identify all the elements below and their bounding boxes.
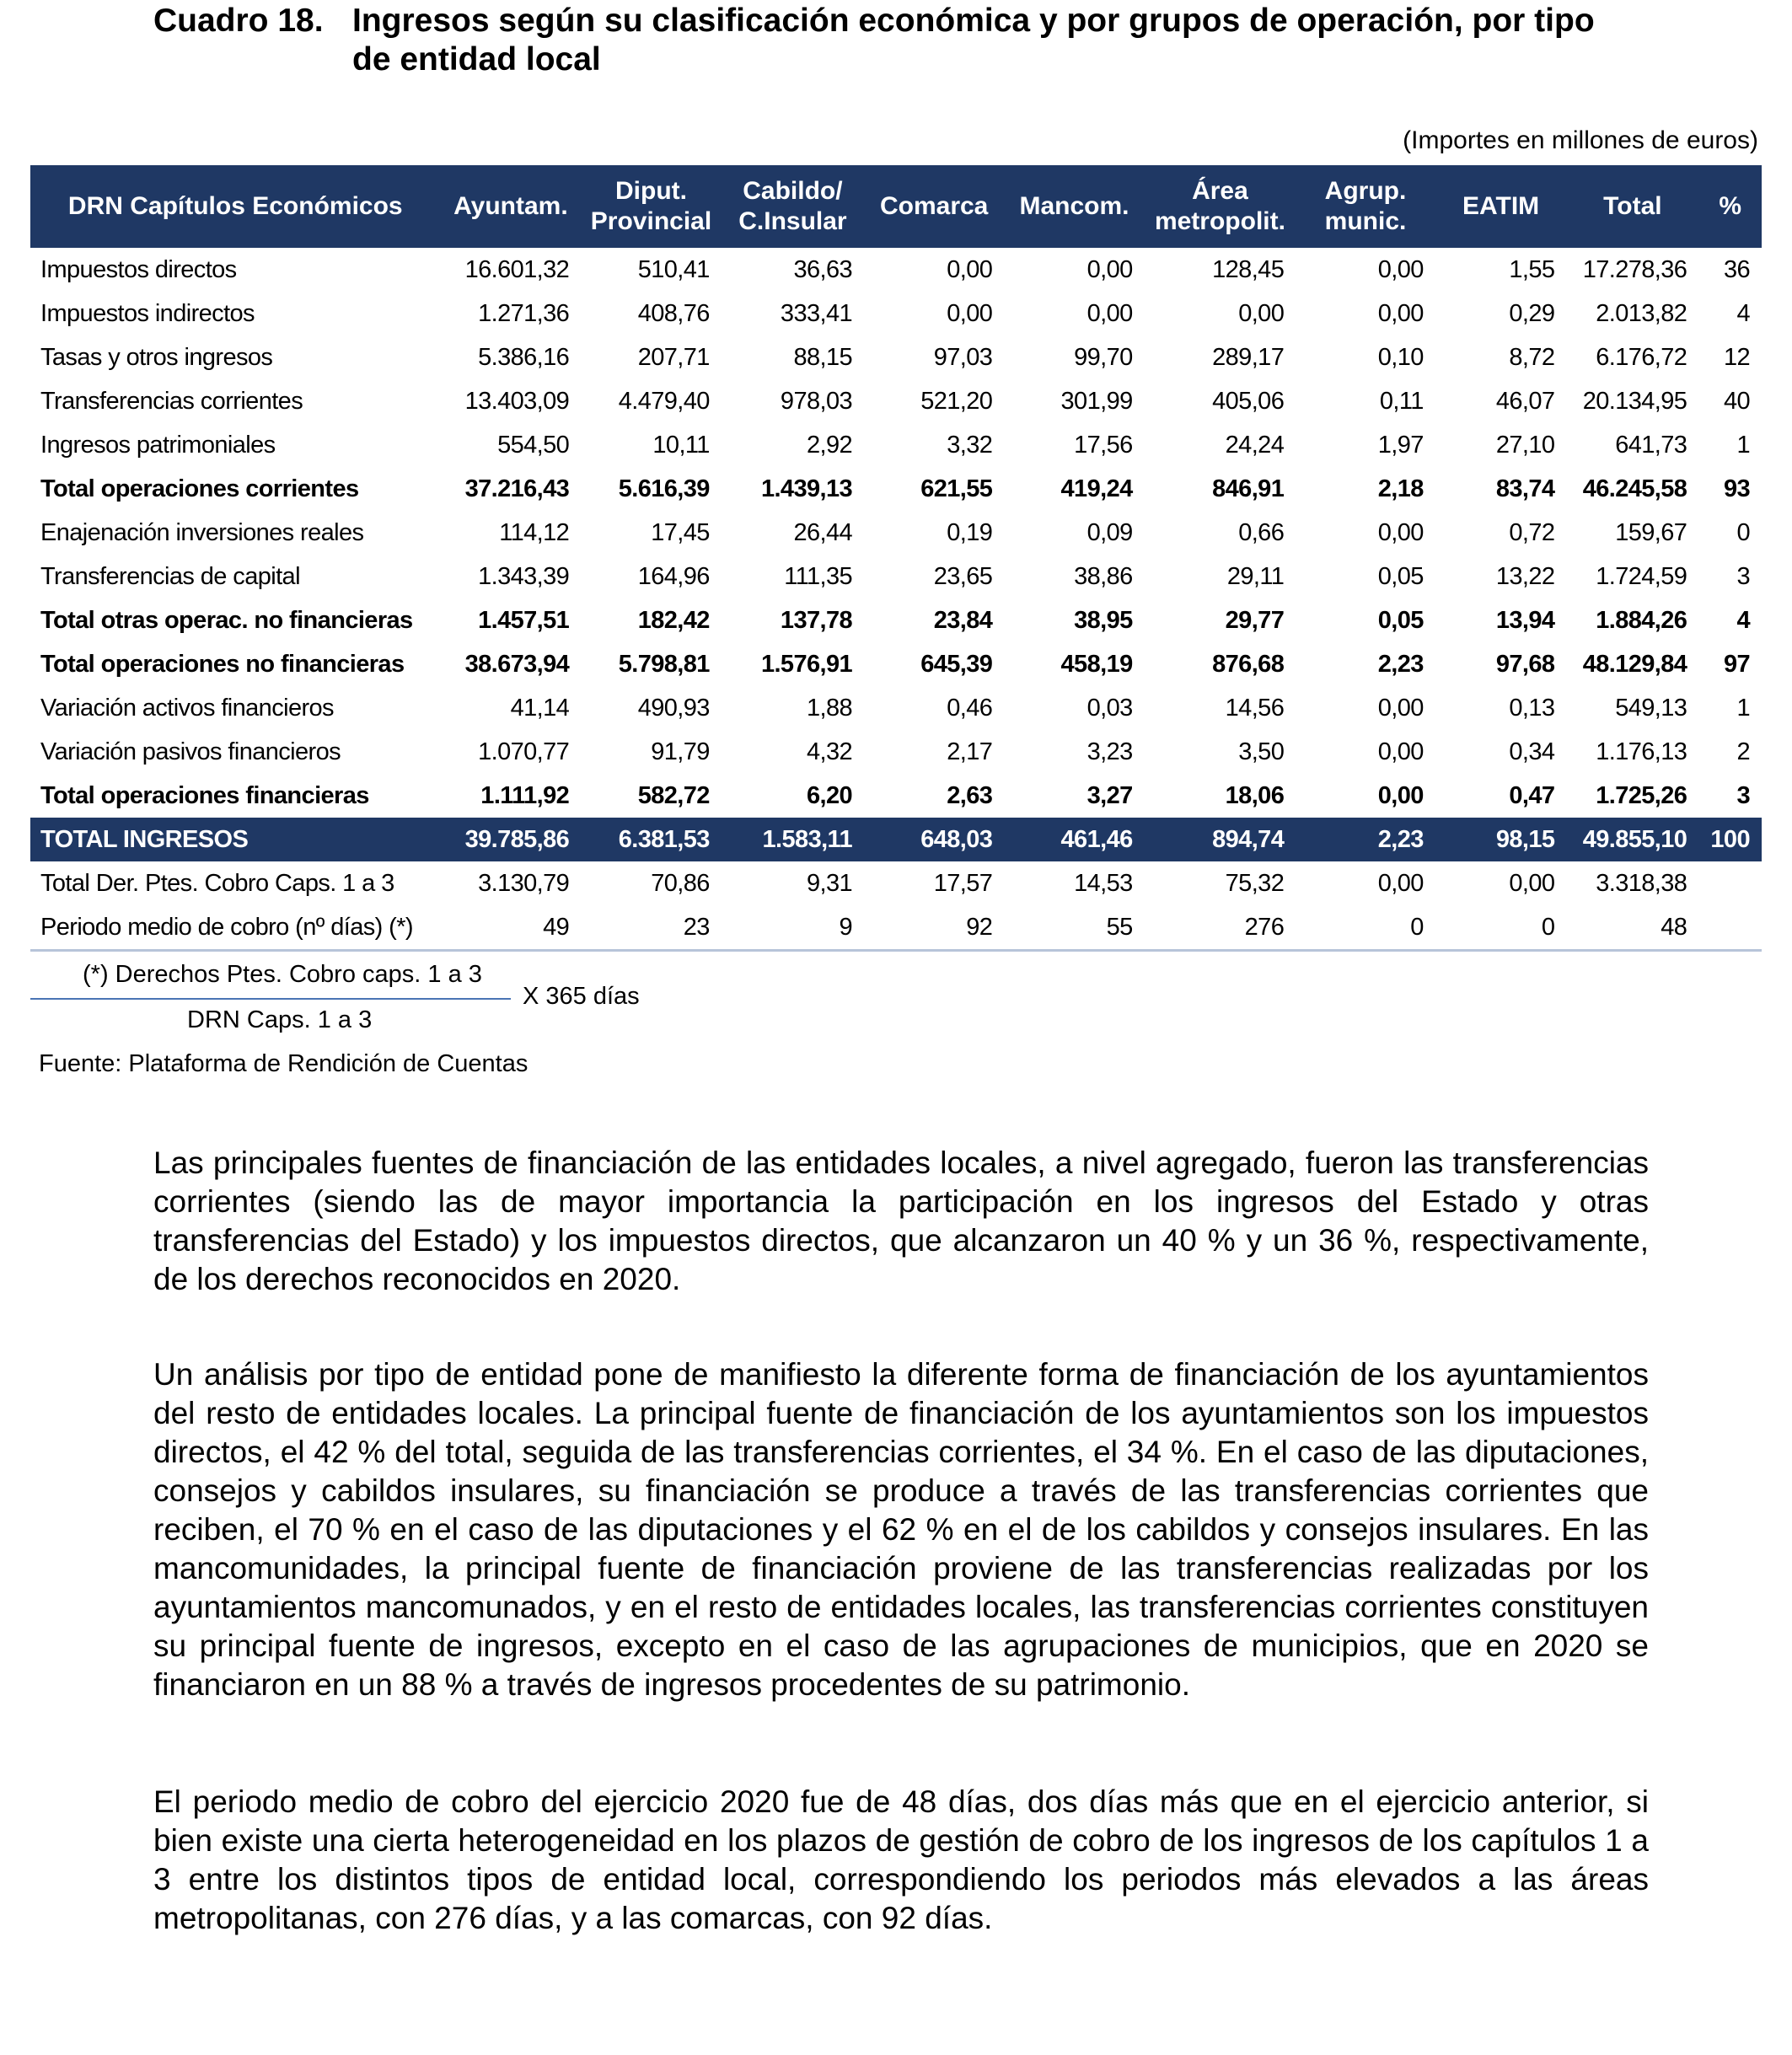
table-cell: 48.129,84 — [1582, 650, 1687, 678]
table-cell: 0,72 — [1509, 518, 1555, 546]
table-cell: 55 — [1004, 905, 1144, 951]
table-cell: 1 — [1736, 431, 1750, 459]
table-cell: 0,00 — [1377, 299, 1424, 327]
table-cell: 93 — [1723, 475, 1750, 502]
table-cell: 0,09 — [1086, 518, 1133, 546]
table-cell: 1,55 — [1509, 255, 1555, 283]
table-cell: 17.278,36 — [1582, 255, 1687, 283]
table-cell: 36,63 — [793, 255, 853, 283]
table-row — [30, 905, 1762, 951]
table-cell: 114,12 — [499, 518, 570, 546]
table-cell: 17,56 — [1074, 431, 1133, 459]
table-cell: 36 — [1723, 255, 1750, 283]
table-cell: 1.343,39 — [478, 562, 570, 590]
row-label: Tasas y otros ingresos — [40, 343, 273, 371]
table-cell: 289,17 — [1212, 343, 1285, 371]
footnote-multiplier: X 365 días — [523, 983, 640, 1010]
table-cell: 405,06 — [1212, 387, 1285, 415]
table-cell: 20.134,95 — [1582, 387, 1687, 415]
table-body — [30, 248, 1762, 951]
footnote-denominator: DRN Caps. 1 a 3 — [187, 1006, 373, 1033]
table-cell: 1.439,13 — [760, 475, 853, 502]
table-cell: 3 — [1736, 781, 1750, 809]
table-cell: 0,00 — [1377, 738, 1424, 765]
table-cell: 521,20 — [920, 387, 993, 415]
paragraph-1: Las principales fuentes de financiación de las entidades locales, a nivel agregado, fueron las transferencias corrientes (siendo las de mayor importancia la participación en los ingresos del Estado y otras transferencias del Estado) y los impuestos directos, que alcanzaron un 40 % y un 36 %, respectivamente, de los derechos reconocidos en 2020. — [153, 1146, 1649, 1296]
table-cell: 159,67 — [1615, 518, 1687, 546]
column-header: % — [1698, 165, 1762, 248]
table-cell: 111,35 — [784, 562, 853, 590]
table-cell: 0,00 — [1377, 255, 1424, 283]
table-cell: 1.271,36 — [478, 299, 570, 327]
table-cell — [1698, 861, 1762, 905]
table-cell: 2,63 — [947, 781, 993, 809]
table-cell: 1,97 — [1377, 431, 1424, 459]
table-cell: 24,24 — [1225, 431, 1285, 459]
table-cell: 10,11 — [652, 431, 710, 459]
table-cell: 37.216,43 — [464, 475, 570, 502]
table-cell: 1.725,26 — [1596, 781, 1687, 809]
table-cell: 641,73 — [1615, 431, 1687, 459]
row-label: Ingresos patrimoniales — [40, 431, 276, 459]
source-note: Fuente: Plataforma de Rendición de Cuentas — [39, 1050, 528, 1077]
table-cell: 4 — [1736, 299, 1750, 327]
table-cell: 5.798,81 — [618, 650, 710, 678]
table-cell: 6.176,72 — [1596, 343, 1687, 371]
table-header-row — [30, 165, 1762, 248]
table-row — [30, 467, 1762, 511]
table-cell: 3.130,79 — [478, 869, 570, 897]
paragraph-2: Un análisis por tipo de entidad pone de manifiesto la diferente forma de financiación de los ayuntamientos del resto de entidades locales. La principal fuente de financiación de los ayuntamientos son los impuestos directos, el 42 % del total, seguida de las transferencias corrientes, el 34 %. En el caso de las diputaciones, consejos y cabildos insulares, su financiación se produce a través de las transferencias corrientes que reciben, el 70 % en el caso de las diputaciones y el 62 % en el de los cabildos y consejos insulares. En las mancomunidades, la principal fuente de financiación proviene de las transferencias realizadas por los ayuntamientos mancomunados, y en el resto de entidades locales, las transferencias corrientes constituyen su principal fuente de ingresos, excepto en el caso de las agrupaciones de municipios, que en 2020 se financiaron en un 88 % a través de ingresos procedentes de su patrimonio. — [153, 1357, 1649, 1702]
table-cell: 5.386,16 — [478, 343, 570, 371]
fraction-line — [30, 998, 511, 1000]
table-cell: 0,00 — [1086, 255, 1133, 283]
row-label: Total operaciones no financieras — [40, 650, 405, 678]
table-cell: 27,10 — [1495, 431, 1555, 459]
table-cell: 0,00 — [947, 255, 993, 283]
table-cell: 1.884,26 — [1596, 606, 1687, 634]
units-note: (Importes en millones de euros) — [1403, 126, 1758, 154]
table-cell: 97,03 — [933, 343, 993, 371]
table-cell: 582,72 — [637, 781, 710, 809]
table-cell: 23 — [581, 905, 722, 951]
table-cell: 0,00 — [947, 299, 993, 327]
table-cell: 6.381,53 — [581, 818, 722, 861]
table-cell: 207,71 — [637, 343, 710, 371]
table-cell: 49.855,10 — [1566, 818, 1698, 861]
table-row — [30, 335, 1762, 379]
row-label: Total otras operac. no financieras — [40, 606, 413, 634]
row-label: Variación pasivos financieros — [40, 738, 341, 765]
table-cell: 1.457,51 — [478, 606, 570, 634]
table-cell: 0,11 — [1379, 387, 1424, 415]
table-cell: 0,29 — [1509, 299, 1555, 327]
table-title-line2: de entidad local — [352, 41, 601, 78]
table-cell: 645,39 — [920, 650, 993, 678]
table-cell: 846,91 — [1212, 475, 1285, 502]
column-header: Ayuntam. — [441, 165, 582, 248]
table-cell: 3,32 — [947, 431, 993, 459]
table-cell: 38,86 — [1074, 562, 1133, 590]
table-row — [30, 861, 1762, 905]
table-cell: 0,13 — [1509, 694, 1555, 722]
table-cell: 29,11 — [1226, 562, 1285, 590]
column-header: Mancom. — [1004, 165, 1144, 248]
table-cell: 0,05 — [1377, 562, 1424, 590]
table-cell: 12 — [1723, 343, 1750, 371]
table-cell: 621,55 — [920, 475, 993, 502]
table-row — [30, 379, 1762, 423]
column-header: Cabildo/ C.Insular — [722, 165, 864, 248]
table-cell: 0,34 — [1509, 738, 1555, 765]
table-cell: 13,22 — [1495, 562, 1555, 590]
column-header: Área metropolit. — [1145, 165, 1296, 248]
column-header: DRN Capítulos Económicos — [30, 165, 441, 248]
table-row — [30, 642, 1762, 686]
table-row — [30, 292, 1762, 335]
table-cell: 0,05 — [1377, 606, 1424, 634]
table-cell: 1.111,92 — [480, 781, 570, 809]
table-cell: 8,72 — [1509, 343, 1555, 371]
table-cell: 97,68 — [1495, 650, 1555, 678]
table-cell: 0,03 — [1086, 694, 1133, 722]
row-label: Impuestos directos — [40, 255, 237, 283]
column-header: Diput. Provincial — [581, 165, 722, 248]
revenue-table — [30, 165, 1762, 952]
table-cell: 1.176,13 — [1596, 738, 1687, 765]
table-row — [30, 248, 1762, 292]
table-cell: 0 — [1296, 905, 1435, 951]
table-cell: 408,76 — [637, 299, 710, 327]
table-cell: 46.245,58 — [1582, 475, 1687, 502]
table-cell: 23,84 — [933, 606, 993, 634]
table-cell: 49 — [441, 905, 582, 951]
row-label: Total operaciones financieras — [40, 781, 369, 809]
table-cell: 99,70 — [1074, 343, 1133, 371]
table-cell: 39.785,86 — [441, 818, 582, 861]
table-cell: 0,10 — [1377, 343, 1424, 371]
table-cell: 2,18 — [1377, 475, 1424, 502]
table-cell: 9,31 — [806, 869, 853, 897]
table-cell: 75,32 — [1225, 869, 1285, 897]
table-cell: 2 — [1736, 738, 1750, 765]
table-cell: 1 — [1736, 694, 1750, 722]
table-cell: 91,79 — [651, 738, 710, 765]
row-label: Total operaciones corrientes — [40, 475, 359, 502]
table-cell: 164,96 — [637, 562, 710, 590]
table-cell: 333,41 — [780, 299, 853, 327]
column-header: Total — [1566, 165, 1698, 248]
row-label: Transferencias de capital — [40, 562, 300, 590]
table-cell: 3,50 — [1238, 738, 1285, 765]
table-cell: 3 — [1736, 562, 1750, 590]
table-cell: 38,95 — [1074, 606, 1133, 634]
table-cell: 2,92 — [806, 431, 853, 459]
table-cell: 18,06 — [1225, 781, 1285, 809]
table-cell: 419,24 — [1060, 475, 1133, 502]
table-row — [30, 555, 1762, 598]
table-cell: 70,86 — [651, 869, 710, 897]
table-cell: 5.616,39 — [618, 475, 710, 502]
table-cell: 14,56 — [1225, 694, 1285, 722]
table-cell: 88,15 — [793, 343, 853, 371]
row-label: TOTAL INGRESOS — [30, 818, 441, 861]
table-row — [30, 423, 1762, 467]
table-cell: 0,00 — [1238, 299, 1285, 327]
table-cell: 3,23 — [1086, 738, 1133, 765]
table-number: Cuadro 18. — [153, 3, 324, 39]
table-cell: 0,66 — [1238, 518, 1285, 546]
table-cell: 1.576,91 — [760, 650, 853, 678]
table-cell: 6,20 — [806, 781, 853, 809]
table-cell: 0,00 — [1377, 869, 1424, 897]
table-cell: 9 — [722, 905, 864, 951]
table-cell: 17,45 — [651, 518, 710, 546]
table-cell: 490,93 — [637, 694, 710, 722]
table-cell: 0,47 — [1509, 781, 1555, 809]
table-cell: 0,00 — [1377, 694, 1424, 722]
table-row — [30, 511, 1762, 555]
table-cell: 2,23 — [1296, 818, 1435, 861]
table-cell: 554,50 — [497, 431, 570, 459]
table-cell: 14,53 — [1074, 869, 1133, 897]
table-cell: 92 — [864, 905, 1004, 951]
table-row — [30, 730, 1762, 774]
table-cell: 29,77 — [1225, 606, 1285, 634]
paragraph-3: El periodo medio de cobro del ejercicio 2020 fue de 48 días, dos días más que en el ejercicio anterior, si bien existe una cierta heterogeneidad en los plazos de gestión de cobro de los ingresos de los capítulos 1 a 3 entre los distintos tipos de entidad local, correspondiendo los periodos más elevados a las áreas metropolitanas, con 276 días, y a las comarcas, con 92 días. — [153, 1784, 1649, 1935]
footnote-numerator: (*) Derechos Ptes. Cobro caps. 1 a 3 — [83, 961, 482, 988]
column-header: Agrup. munic. — [1296, 165, 1435, 248]
table-cell: 4 — [1736, 606, 1750, 634]
table-cell: 3,27 — [1086, 781, 1133, 809]
row-label: Impuestos indirectos — [40, 299, 255, 327]
table-row — [30, 686, 1762, 730]
table-cell: 13.403,09 — [464, 387, 570, 415]
table-cell: 510,41 — [637, 255, 710, 283]
column-header: EATIM — [1435, 165, 1567, 248]
row-label: Variación activos financieros — [40, 694, 334, 722]
row-label: Transferencias corrientes — [40, 387, 303, 415]
table-cell: 98,15 — [1435, 818, 1567, 861]
table-cell: 0,46 — [947, 694, 993, 722]
table-cell: 2.013,82 — [1596, 299, 1687, 327]
table-cell: 41,14 — [510, 694, 570, 722]
table-cell: 46,07 — [1495, 387, 1555, 415]
table-cell: 461,46 — [1004, 818, 1144, 861]
table-cell: 38.673,94 — [464, 650, 570, 678]
table-cell: 2,23 — [1377, 650, 1424, 678]
table-cell: 48 — [1566, 905, 1698, 951]
table-cell: 894,74 — [1145, 818, 1296, 861]
table-cell: 100 — [1698, 818, 1762, 861]
table-cell: 876,68 — [1212, 650, 1285, 678]
table-cell: 0,19 — [947, 518, 993, 546]
table-title-line1: Ingresos según su clasificación económica y por grupos de operación, por tipo — [352, 3, 1595, 39]
table-cell: 3.318,38 — [1596, 869, 1687, 897]
table-cell: 301,99 — [1060, 387, 1133, 415]
table-row — [30, 598, 1762, 642]
table-cell: 23,65 — [933, 562, 993, 590]
table-cell: 978,03 — [780, 387, 853, 415]
table-cell: 0 — [1435, 905, 1567, 951]
table-cell: 1.583,11 — [722, 818, 864, 861]
table-cell: 1,88 — [806, 694, 853, 722]
table-cell: 97 — [1723, 650, 1750, 678]
table-cell: 0,00 — [1377, 518, 1424, 546]
table-row — [30, 774, 1762, 818]
table-cell: 2,17 — [947, 738, 993, 765]
table-cell: 16.601,32 — [464, 255, 570, 283]
table-cell: 128,45 — [1212, 255, 1285, 283]
table-cell: 648,03 — [864, 818, 1004, 861]
table-cell: 0,00 — [1086, 299, 1133, 327]
table-cell: 0,00 — [1509, 869, 1555, 897]
table-cell: 83,74 — [1495, 475, 1555, 502]
table-cell: 1.070,77 — [478, 738, 570, 765]
table-title — [153, 2, 1671, 79]
table-cell: 40 — [1723, 387, 1750, 415]
row-label: Periodo medio de cobro (nº días) (*) — [30, 905, 441, 951]
table-cell: 0,00 — [1377, 781, 1424, 809]
table-cell: 1.724,59 — [1596, 562, 1687, 590]
table-cell: 549,13 — [1615, 694, 1687, 722]
row-label: Total Der. Ptes. Cobro Caps. 1 a 3 — [40, 869, 394, 897]
table-cell: 4.479,40 — [618, 387, 710, 415]
table-cell: 26,44 — [793, 518, 853, 546]
table-cell: 458,19 — [1060, 650, 1133, 678]
table-cell: 13,94 — [1495, 606, 1555, 634]
table-cell: 137,78 — [780, 606, 853, 634]
row-label: Enajenación inversiones reales — [40, 518, 364, 546]
table-row — [30, 818, 1762, 861]
table-cell — [1698, 905, 1762, 951]
table-cell: 17,57 — [933, 869, 993, 897]
table-cell: 276 — [1145, 905, 1296, 951]
table-cell: 0 — [1736, 518, 1750, 546]
table-cell: 4,32 — [806, 738, 853, 765]
column-header: Comarca — [864, 165, 1004, 248]
table-cell: 182,42 — [637, 606, 710, 634]
